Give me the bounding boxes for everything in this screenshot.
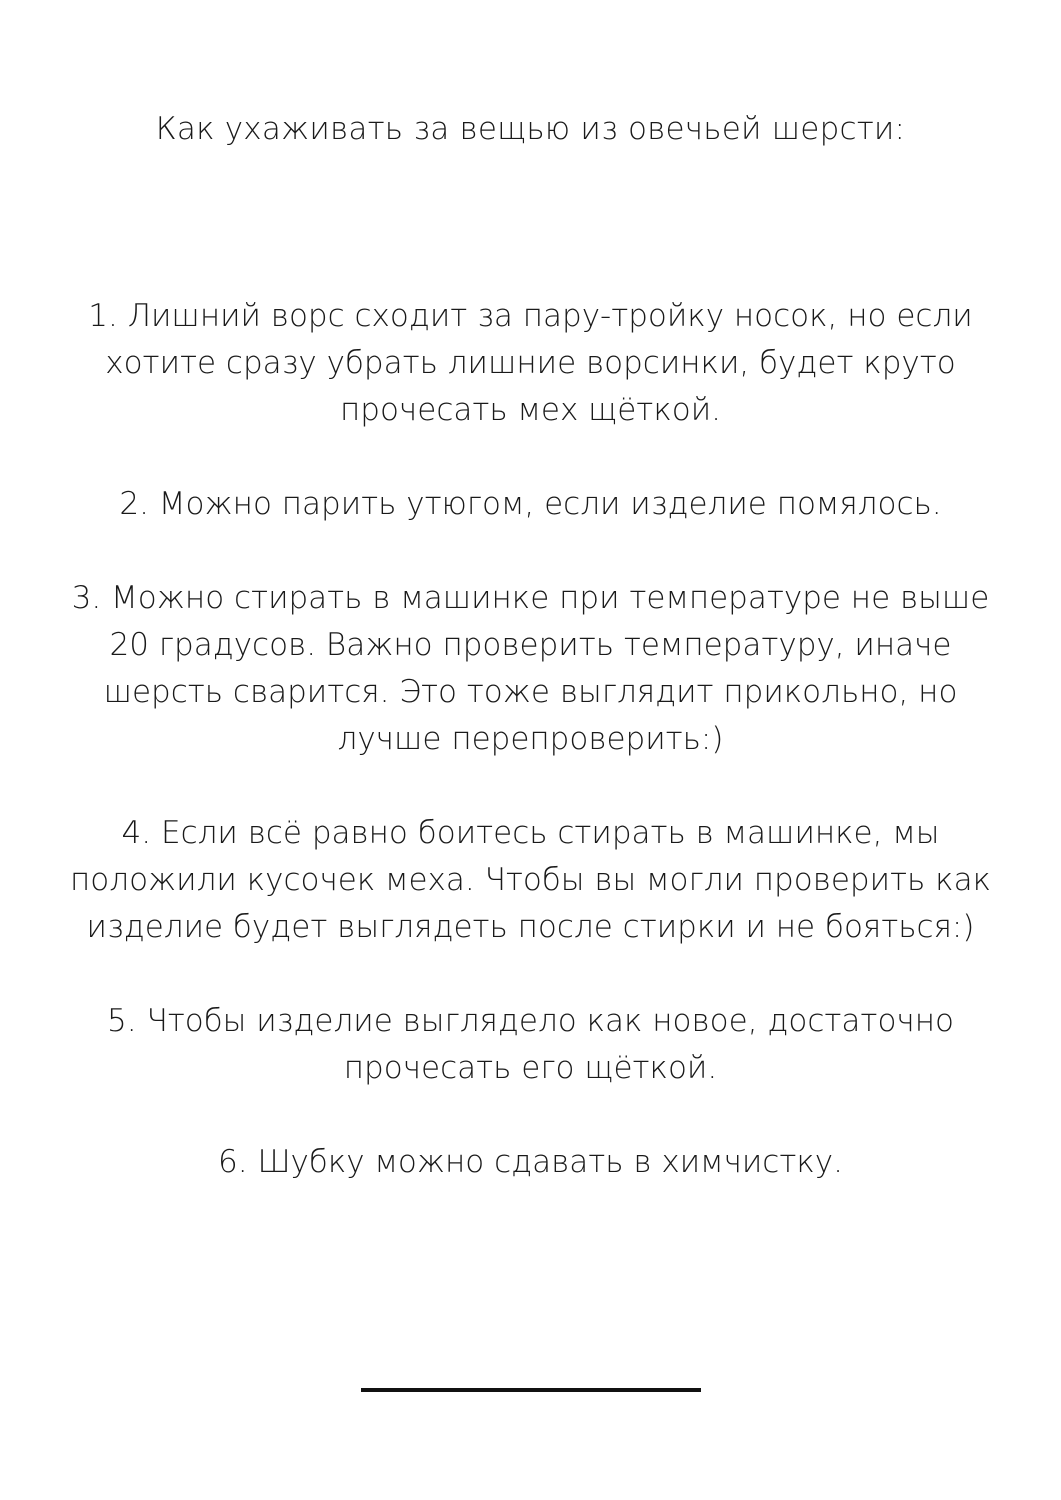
instruction-item-3: 3. Можно стирать в машинке при температуре не выше 20 градусов. Важно проверить температуру, иначе шерсть сварится. Это тоже выглядит прикольно, но лучше перепроверить:) — [71, 580, 990, 757]
instruction-item-1: 1. Лишний ворс сходит за пару-тройку носок, но если хотите сразу убрать лишние ворсинки, будет круто прочесать мех щёткой. — [88, 298, 973, 428]
page-title: Как ухаживать за вещью из овечьей шерсти: — [155, 111, 906, 147]
instruction-item-2: 2. Можно парить утюгом, если изделие помялось. — [119, 486, 942, 522]
bottom-divider — [361, 1388, 701, 1392]
instruction-item-6: 6. Шубку можно сдавать в химчистку. — [218, 1144, 843, 1180]
instructions-list — [60, 293, 1001, 1186]
instruction-item-5: 5. Чтобы изделие выглядело как новое, достаточно прочесать его щёткой. — [107, 1003, 954, 1086]
instruction-item-4: 4. Если всё равно боитесь стирать в машинке, мы положили кусочек меха. Чтобы вы могли проверить как изделие будет выглядеть после стирки и не бояться:) — [70, 815, 991, 945]
